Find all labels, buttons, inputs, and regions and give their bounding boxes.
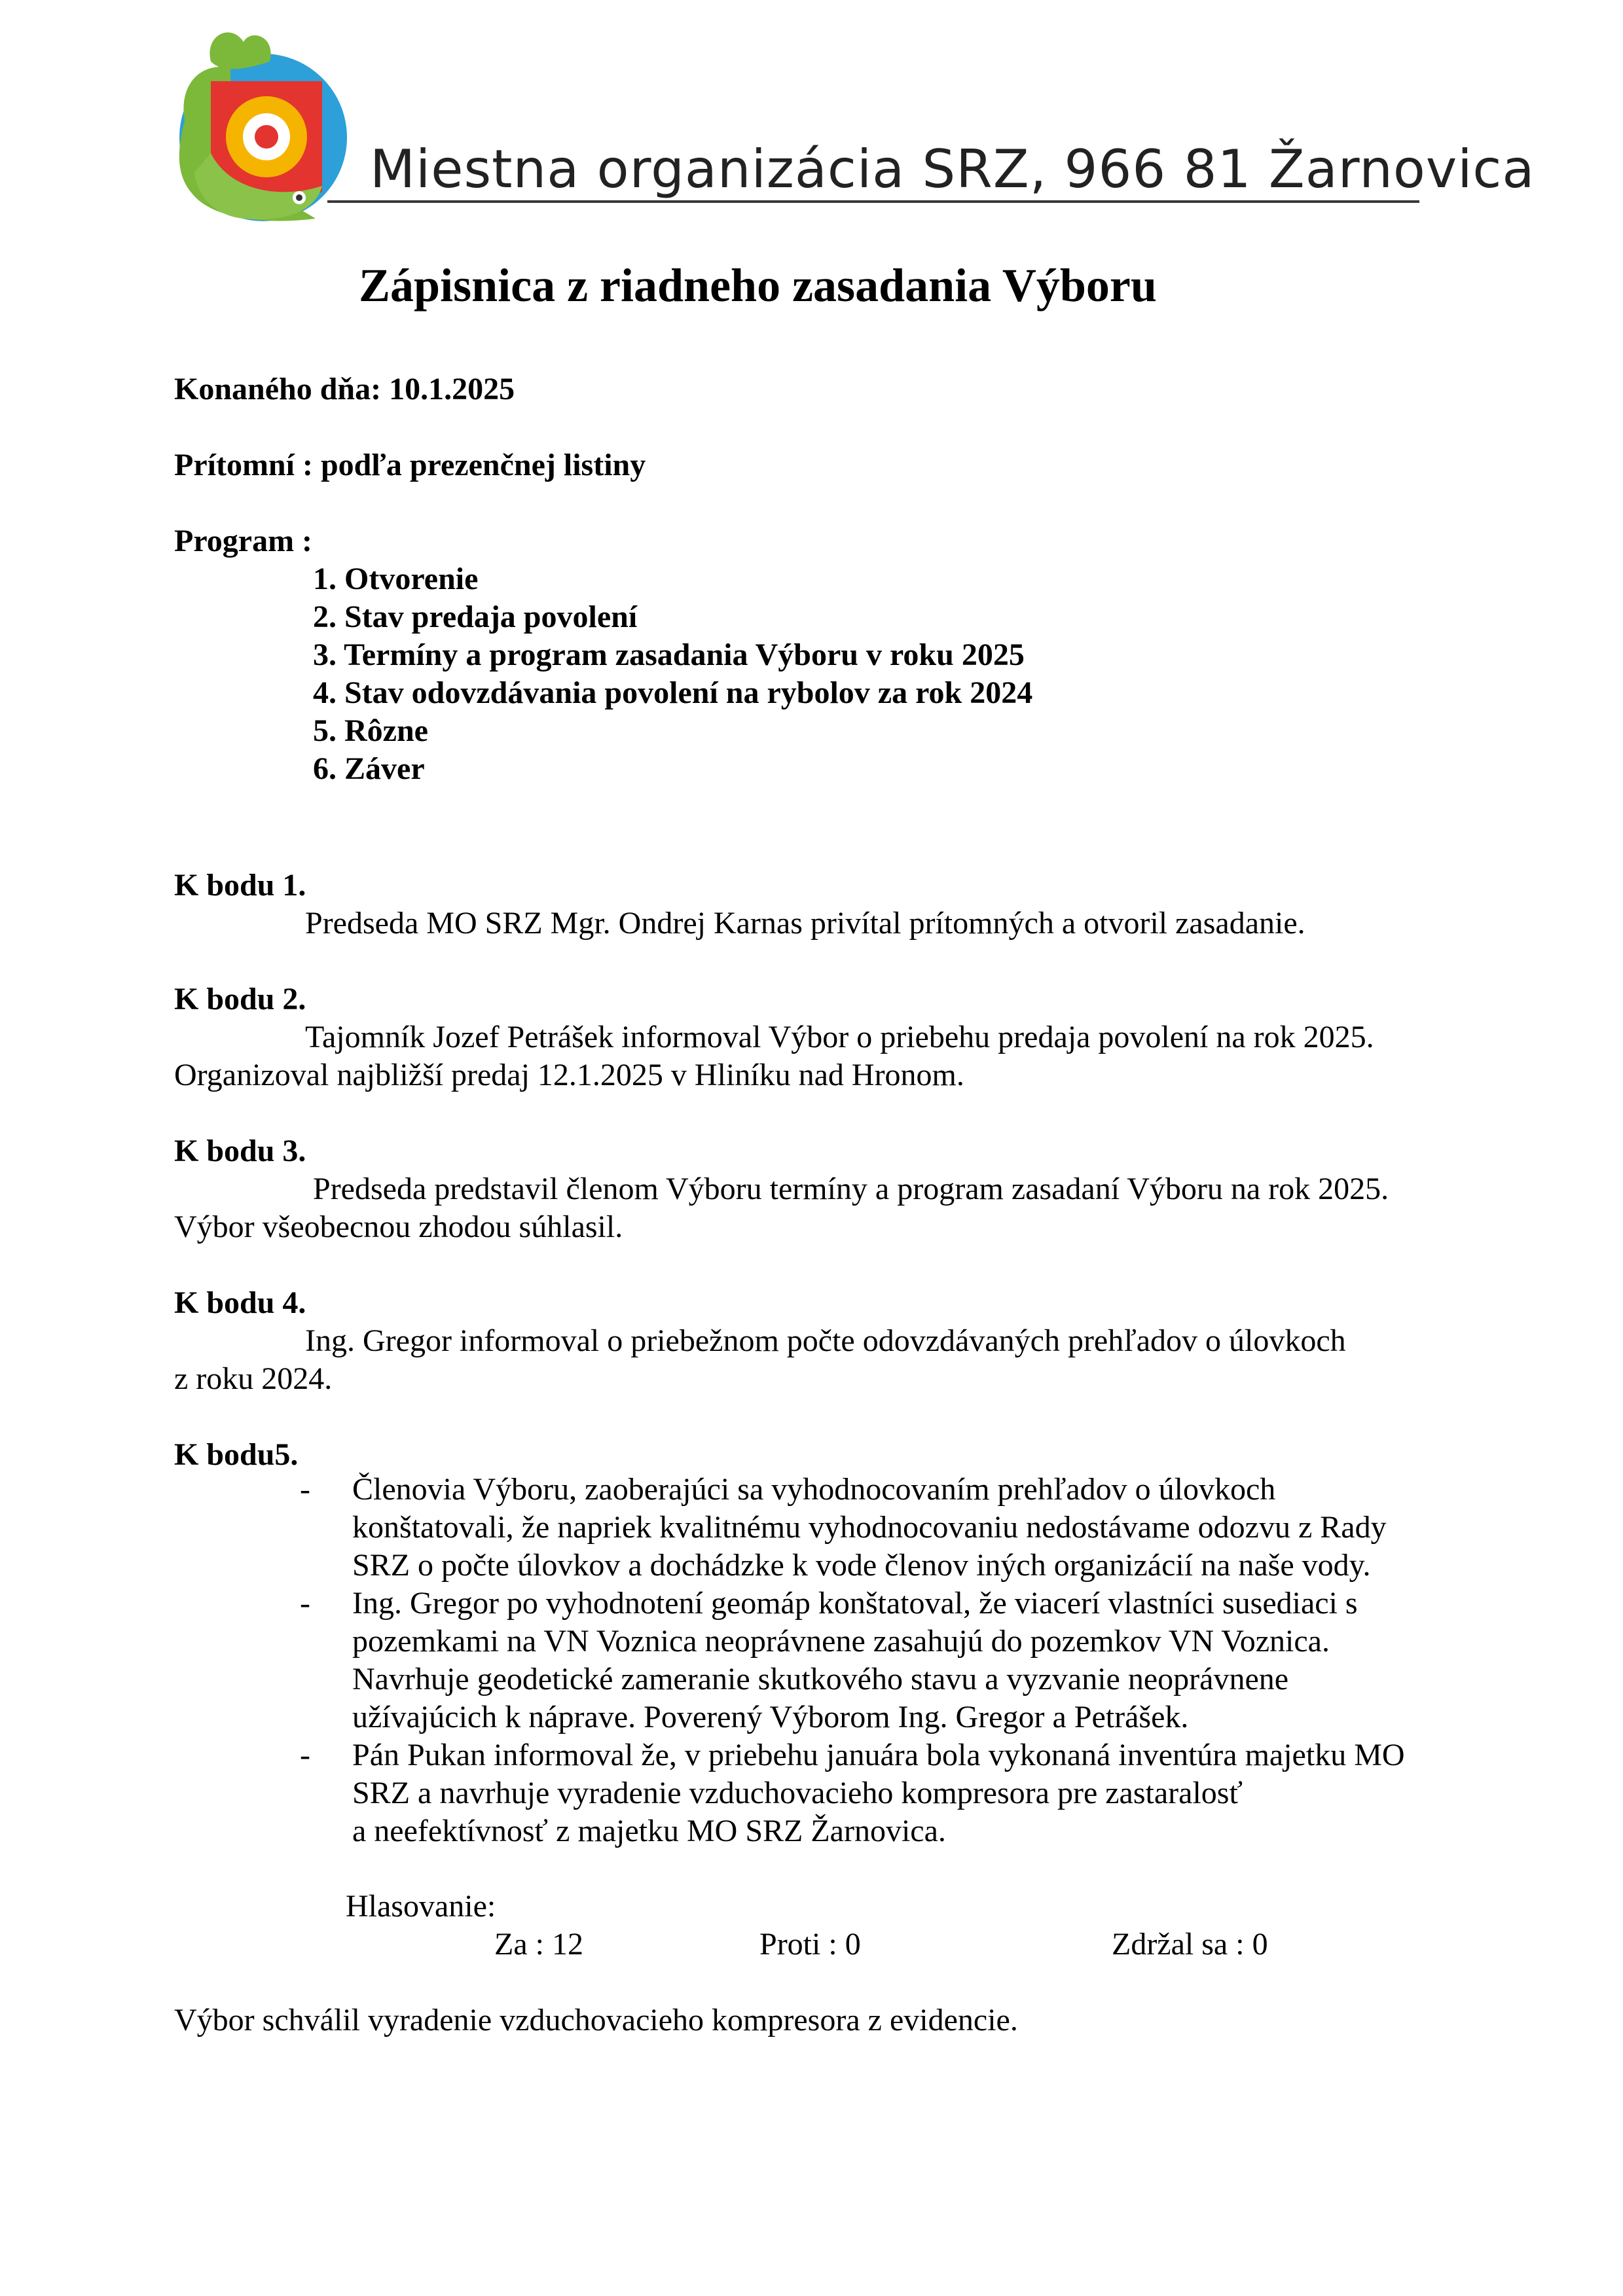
vote-against: Proti : 0 bbox=[759, 1927, 861, 1962]
list-dash: - bbox=[300, 1738, 310, 1772]
agenda-item: 3. Termíny a program zasadania Výboru v roku 2025 bbox=[313, 637, 1025, 672]
point-2-text-line: Organizoval najbližší predaj 12.1.2025 v Hliníku nad Hronom. bbox=[174, 1058, 964, 1092]
bullet-line: Ing. Gregor po vyhodnotení geomáp konštatoval, že viacerí vlastníci susediaci s bbox=[352, 1586, 1358, 1621]
vote-abstain: Zdržal sa : 0 bbox=[1112, 1927, 1268, 1962]
vote-for: Za : 12 bbox=[494, 1927, 583, 1962]
point-1-heading: K bodu 1. bbox=[174, 868, 306, 903]
point-3-heading: K bodu 3. bbox=[174, 1134, 306, 1168]
meeting-date: Konaného dňa: 10.1.2025 bbox=[174, 372, 515, 406]
bullet-line: SRZ a navrhuje vyradenie vzduchovacieho kompresora pre zastaralosť bbox=[352, 1776, 1243, 1810]
point-1-text: Predseda MO SRZ Mgr. Ondrej Karnas privítal prítomných a otvoril zasadanie. bbox=[305, 906, 1305, 941]
attendance-line: Prítomní : podľa prezenčnej listiny bbox=[174, 448, 646, 482]
agenda-item: 4. Stav odovzdávania povolení na rybolov za rok 2024 bbox=[313, 675, 1033, 710]
point-2-text-line: Tajomník Jozef Petrášek informoval Výbor o priebehu predaja povolení na rok 2025. bbox=[305, 1020, 1374, 1054]
bullet-line: užívajúcich k náprave. Poverený Výborom Ing. Gregor a Petrášek. bbox=[352, 1700, 1189, 1734]
bullet-line: Členovia Výboru, zaoberajúci sa vyhodnocovaním prehľadov o úlovkoch bbox=[352, 1472, 1276, 1507]
point-3-text-line: Výbor všeobecnou zhodou súhlasil. bbox=[174, 1210, 623, 1244]
bullet-line: konštatovali, že napriek kvalitnému vyhodnocovaniu nedostávame odozvu z Rady bbox=[352, 1510, 1387, 1545]
list-dash: - bbox=[300, 1472, 310, 1507]
point-4-text-line: Ing. Gregor informoval o priebežnom počte odovzdávaných prehľadov o úlovkoch bbox=[305, 1323, 1346, 1358]
vote-label: Hlasovanie: bbox=[346, 1889, 496, 1924]
bullet-line: Pán Pukan informoval že, v priebehu januára bola vykonaná inventúra majetku MO bbox=[352, 1738, 1405, 1772]
list-dash: - bbox=[300, 1586, 310, 1621]
agenda-item: 2. Stav predaja povolení bbox=[313, 600, 638, 634]
document-title: Zápisnica z riadneho zasadania Výboru bbox=[359, 259, 1157, 312]
agenda-item: 1. Otvorenie bbox=[313, 562, 479, 596]
point-3-text-line: Predseda predstavil členom Výboru termíny a program zasadaní Výboru na rok 2025. bbox=[313, 1172, 1389, 1206]
conclusion-text: Výbor schválil vyradenie vzduchovacieho kompresora z evidencie. bbox=[174, 2003, 1018, 2037]
header-divider bbox=[327, 200, 1419, 203]
agenda-list bbox=[313, 560, 1032, 788]
point-2-heading: K bodu 2. bbox=[174, 982, 306, 1016]
program-label: Program : bbox=[174, 524, 313, 558]
bullet-line: pozemkami na VN Voznica neoprávnene zasahujú do pozemkov VN Voznica. bbox=[352, 1624, 1330, 1659]
point-4-heading: K bodu 4. bbox=[174, 1285, 306, 1320]
organization-name: Miestna organizácia SRZ, 966 81 Žarnovica bbox=[370, 139, 1535, 200]
bullet-line: Navrhuje geodetické zameranie skutkového stavu a vyzvanie neoprávnene bbox=[352, 1662, 1289, 1696]
point-4-text-line: z roku 2024. bbox=[174, 1361, 333, 1396]
agenda-item: 5. Rôzne bbox=[313, 713, 428, 748]
agenda-item: 6. Záver bbox=[313, 751, 425, 786]
bullet-line: a neefektívnosť z majetku MO SRZ Žarnovica. bbox=[352, 1814, 946, 1848]
fish-target-logo-icon bbox=[172, 22, 350, 223]
point-5-heading: K bodu5. bbox=[174, 1437, 299, 1472]
bullet-line: SRZ o počte úlovkov a dochádzke k vode členov iných organizácií na naše vody. bbox=[352, 1548, 1371, 1583]
